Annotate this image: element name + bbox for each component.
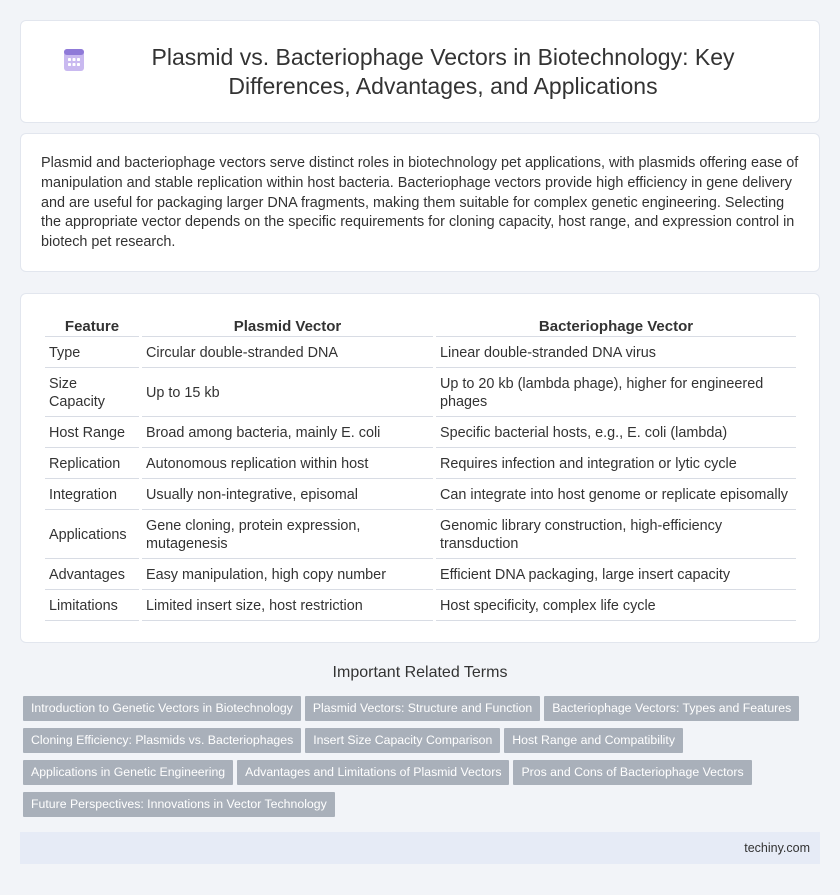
table-row <box>45 370 796 417</box>
plasmid-cell: Gene cloning, protein expression, mutagenesis <box>142 512 433 559</box>
bacteriophage-cell: Genomic library construction, high-efficiency transduction <box>436 512 796 559</box>
feature-cell: Limitations <box>45 592 139 621</box>
table-row <box>45 481 796 510</box>
plasmid-cell: Circular double-stranded DNA <box>142 339 433 368</box>
comparison-table <box>42 314 799 623</box>
bacteriophage-cell: Linear double-stranded DNA virus <box>436 339 796 368</box>
title-card <box>20 20 820 123</box>
page-title: Plasmid vs. Bacteriophage Vectors in Biotechnology: Key Differences, Advantages, and Applications <box>151 43 735 99</box>
related-term-tag[interactable]: Bacteriophage Vectors: Types and Features <box>544 696 799 721</box>
feature-cell: Integration <box>45 481 139 510</box>
feature-cell: Replication <box>45 450 139 479</box>
related-term-tag[interactable]: Plasmid Vectors: Structure and Function <box>305 696 540 721</box>
intro-card <box>20 133 820 272</box>
footer <box>20 832 820 864</box>
table-header-row <box>45 316 796 337</box>
plasmid-cell: Broad among bacteria, mainly E. coli <box>142 419 433 448</box>
plasmid-cell: Up to 15 kb <box>142 370 433 417</box>
related-term-tag[interactable]: Cloning Efficiency: Plasmids vs. Bacteriophages <box>23 728 301 753</box>
related-term-tag[interactable]: Host Range and Compatibility <box>504 728 683 753</box>
related-term-tag[interactable]: Applications in Genetic Engineering <box>23 760 233 785</box>
table-row <box>45 339 796 368</box>
bacteriophage-cell: Host specificity, complex life cycle <box>436 592 796 621</box>
bacteriophage-cell: Specific bacterial hosts, e.g., E. coli (lambda) <box>436 419 796 448</box>
related-terms-list <box>23 696 823 824</box>
document-icon <box>61 47 87 73</box>
feature-cell: Applications <box>45 512 139 559</box>
plasmid-cell: Autonomous replication within host <box>142 450 433 479</box>
bacteriophage-cell: Requires infection and integration or lytic cycle <box>436 450 796 479</box>
feature-cell: Size Capacity <box>45 370 139 417</box>
table-row <box>45 592 796 621</box>
feature-cell: Host Range <box>45 419 139 448</box>
feature-cell: Advantages <box>45 561 139 590</box>
comparison-card <box>20 293 820 643</box>
plasmid-cell: Easy manipulation, high copy number <box>142 561 433 590</box>
related-term-tag[interactable]: Advantages and Limitations of Plasmid Vectors <box>237 760 509 785</box>
plasmid-cell: Usually non-integrative, episomal <box>142 481 433 510</box>
bacteriophage-cell: Up to 20 kb (lambda phage), higher for engineered phages <box>436 370 796 417</box>
related-terms-title: Important Related Terms <box>332 664 508 681</box>
related-term-tag[interactable]: Introduction to Genetic Vectors in Biotechnology <box>23 696 301 721</box>
intro-paragraph: Plasmid and bacteriophage vectors serve distinct roles in biotechnology pet applications, with plasmids offering ease of manipulation and stable replication within host bacteria. Bacteriophage vectors provide high efficiency in gene delivery and are useful for packaging larger DNA fragments, making them suitable for complex genetic engineering. Selecting the appropriate vector depends on the specific requirements for cloning capacity, host range, and expression control in biotech pet research. <box>41 155 799 251</box>
header-bacteriophage: Bacteriophage Vector <box>436 316 796 337</box>
plasmid-cell: Limited insert size, host restriction <box>142 592 433 621</box>
related-term-tag[interactable]: Future Perspectives: Innovations in Vector Technology <box>23 792 335 817</box>
table-row <box>45 450 796 479</box>
bacteriophage-cell: Efficient DNA packaging, large insert capacity <box>436 561 796 590</box>
table-row <box>45 512 796 559</box>
related-term-tag[interactable]: Pros and Cons of Bacteriophage Vectors <box>513 760 751 785</box>
header-feature: Feature <box>45 316 139 337</box>
bacteriophage-cell: Can integrate into host genome or replicate episomally <box>436 481 796 510</box>
table-row <box>45 561 796 590</box>
footer-brand-link[interactable]: techiny.com <box>744 841 810 855</box>
feature-cell: Type <box>45 339 139 368</box>
related-term-tag[interactable]: Insert Size Capacity Comparison <box>305 728 500 753</box>
table-row <box>45 419 796 448</box>
header-plasmid: Plasmid Vector <box>142 316 433 337</box>
title-wrap <box>61 43 779 101</box>
